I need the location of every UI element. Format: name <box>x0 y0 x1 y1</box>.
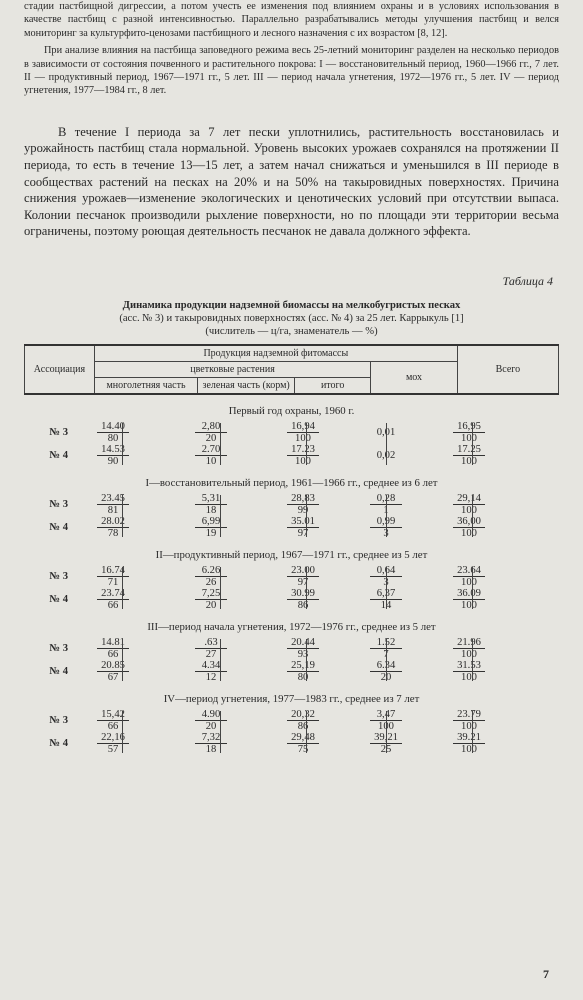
flowering-total-value <box>260 588 346 611</box>
fraction <box>453 588 485 611</box>
denominator: 7 <box>383 649 389 660</box>
denominator: 86 <box>297 600 309 611</box>
numerator: 39.21 <box>453 732 485 744</box>
denominator: 71 <box>107 577 119 588</box>
fraction <box>195 493 227 516</box>
flowering-total-value <box>260 444 346 467</box>
numerator: 29,48 <box>287 732 319 744</box>
column-rule <box>306 495 307 537</box>
column-rule <box>386 639 387 681</box>
denominator: 100 <box>461 649 477 660</box>
numerator: 35.01 <box>287 516 319 528</box>
numerator: 0,64 <box>370 565 402 577</box>
table-caption <box>24 299 559 338</box>
numerator: 36.09 <box>453 588 485 600</box>
numerator: 6.34 <box>370 660 402 672</box>
denominator: 100 <box>295 433 311 444</box>
flowering-total-value <box>260 732 346 755</box>
denominator: 100 <box>461 456 477 467</box>
denominator: 12 <box>205 672 217 683</box>
column-rule <box>306 711 307 753</box>
association-label: № 4 <box>49 666 68 677</box>
column-rule <box>472 639 473 681</box>
fraction <box>287 516 319 539</box>
fraction <box>97 516 129 539</box>
section-block <box>24 421 559 467</box>
table-row <box>24 493 559 516</box>
denominator: 100 <box>461 577 477 588</box>
denominator: 100 <box>378 721 394 732</box>
fraction <box>97 493 129 516</box>
perennial-value <box>64 421 162 444</box>
page-number: 7 <box>543 967 549 981</box>
column-rule <box>386 711 387 753</box>
perennial-value <box>64 493 162 516</box>
fraction <box>195 660 227 683</box>
denominator: 97 <box>297 577 309 588</box>
denominator: 80 <box>107 433 119 444</box>
fraction <box>195 709 227 732</box>
total-value <box>426 421 512 444</box>
total-value <box>426 516 512 539</box>
numerator: 6.26 <box>195 565 227 577</box>
fraction <box>195 732 227 755</box>
numerator: 20.44 <box>287 637 319 649</box>
fraction <box>453 516 485 539</box>
fraction <box>287 732 319 755</box>
numerator: 25,19 <box>287 660 319 672</box>
flowering-total-value <box>260 421 346 444</box>
flowering-total-value <box>260 516 346 539</box>
green-value <box>162 660 260 683</box>
main-paragraph: В течение I периода за 7 лет пески уплотнились, растительность восстановилась и урожайность пастбищ стала нормальной. Уровень высоких урожаев сохранялся на протяжении II периода, то есть в течение 13—15 лет, а затем начал снижаться и уменьшился в III периоде в сообществах растений на песках на 20% и на 50% на такыровидных поверхностях. Причина снижения урожаев—изменение экологических и ценотических условий при отсутствии выпаса. Колонии песчанок производили рыхление поверхности, но по площади эти территории весьма ограничены, поэтому роющая деятельность песчанок не давала должного эффекта. <box>24 124 559 239</box>
numerator: 22,16 <box>97 732 129 744</box>
fraction <box>195 444 227 467</box>
green-value <box>162 588 260 611</box>
table-row <box>24 732 559 755</box>
numerator: 23.45 <box>97 493 129 505</box>
header-production: Продукция надземной фитомассы <box>94 345 457 362</box>
column-rule <box>220 639 221 681</box>
perennial-value <box>64 732 162 755</box>
numerator: 28.02 <box>97 516 129 528</box>
table-caption-title: Динамика продукции надземной биомассы на мелкобугристых песках <box>122 300 461 311</box>
header-perennial: многолетняя часть <box>94 378 197 395</box>
fraction <box>453 732 485 755</box>
section-title: Первый год охраны, 1960 г. <box>228 405 355 417</box>
denominator: 19 <box>205 528 217 539</box>
denominator: 66 <box>107 649 119 660</box>
denominator: 25 <box>380 744 392 755</box>
numerator: 0,28 <box>370 493 402 505</box>
fraction <box>195 565 227 588</box>
association-label: № 3 <box>49 571 68 582</box>
numerator: 6,99 <box>195 516 227 528</box>
header-green: зеленая часть (корм) <box>198 378 295 395</box>
main-text <box>24 124 559 240</box>
moss-value: 0,01 <box>376 427 396 438</box>
section-block <box>24 565 559 611</box>
denominator: 99 <box>297 505 309 516</box>
fraction <box>195 588 227 611</box>
fraction <box>287 493 319 516</box>
intro-text <box>24 0 559 98</box>
column-rule <box>122 639 123 681</box>
denominator: 100 <box>461 528 477 539</box>
flowering-total-value <box>260 565 346 588</box>
denominator: 81 <box>107 505 119 516</box>
denominator: 100 <box>295 456 311 467</box>
green-value <box>162 421 260 444</box>
fraction <box>287 444 319 467</box>
denominator: 3 <box>383 577 389 588</box>
numerator: 1.52 <box>370 637 402 649</box>
flowering-total-value <box>260 709 346 732</box>
green-value <box>162 709 260 732</box>
fraction <box>453 660 485 683</box>
section-block <box>24 637 559 683</box>
denominator: 66 <box>107 721 119 732</box>
numerator: 6,37 <box>370 588 402 600</box>
green-value <box>162 565 260 588</box>
section-block <box>24 709 559 755</box>
denominator: 27 <box>205 649 217 660</box>
perennial-value <box>64 516 162 539</box>
total-value <box>426 444 512 467</box>
denominator: 80 <box>297 672 309 683</box>
flowering-total-value <box>260 493 346 516</box>
fraction <box>97 588 129 611</box>
section-title: I—восстановительный период, 1961—1966 гг., среднее из 6 лет <box>145 477 438 489</box>
fraction <box>287 637 319 660</box>
table-row <box>24 516 559 539</box>
numerator: 16,94 <box>287 421 319 433</box>
fraction <box>97 660 129 683</box>
column-rule <box>220 423 221 465</box>
numerator: 23.79 <box>453 709 485 721</box>
numerator: 16.74 <box>97 565 129 577</box>
fraction <box>453 444 485 467</box>
column-rule <box>220 567 221 609</box>
denominator: 90 <box>107 456 119 467</box>
perennial-value <box>64 565 162 588</box>
fraction <box>453 565 485 588</box>
green-value <box>162 444 260 467</box>
column-rule <box>386 495 387 537</box>
numerator: 4.34 <box>195 660 227 672</box>
perennial-value <box>64 637 162 660</box>
numerator: 7,32 <box>195 732 227 744</box>
denominator: 78 <box>107 528 119 539</box>
numerator: 36,00 <box>453 516 485 528</box>
denominator: 100 <box>461 505 477 516</box>
fraction <box>287 588 319 611</box>
green-value <box>162 732 260 755</box>
numerator: 3,47 <box>370 709 402 721</box>
denominator: 100 <box>461 721 477 732</box>
section-title: III—период начала угнетения, 1972—1976 гг., среднее из 5 лет <box>147 621 436 633</box>
numerator: 30.99 <box>287 588 319 600</box>
denominator: 18 <box>205 505 217 516</box>
section-title: II—продуктивный период, 1967—1971 гг., среднее из 5 лет <box>155 549 428 561</box>
header-moss: мох <box>371 362 458 395</box>
numerator: 29,14 <box>453 493 485 505</box>
fraction <box>453 709 485 732</box>
association-label: № 4 <box>49 594 68 605</box>
denominator: 20 <box>205 600 217 611</box>
column-rule <box>472 567 473 609</box>
perennial-value <box>64 588 162 611</box>
numerator: 16,95 <box>453 421 485 433</box>
numerator: 7,25 <box>195 588 227 600</box>
column-rule <box>306 567 307 609</box>
denominator: 10 <box>205 456 217 467</box>
denominator: 67 <box>107 672 119 683</box>
table-number: Таблица 4 <box>502 274 553 288</box>
denominator: 57 <box>107 744 119 755</box>
column-rule <box>306 639 307 681</box>
association-label: № 3 <box>49 643 68 654</box>
fraction <box>195 421 227 444</box>
association-label: № 4 <box>49 522 68 533</box>
numerator: 17.25 <box>453 444 485 456</box>
denominator: 93 <box>297 649 309 660</box>
numerator: 14.53 <box>97 444 129 456</box>
fraction <box>97 421 129 444</box>
association-label: № 4 <box>49 738 68 749</box>
fraction <box>453 421 485 444</box>
section-title: IV—период угнетения, 1977—1983 гг., среднее из 7 лет <box>163 693 420 705</box>
numerator: 21.96 <box>453 637 485 649</box>
denominator: 20 <box>380 672 392 683</box>
numerator: 23.00 <box>287 565 319 577</box>
table-row <box>24 709 559 732</box>
denominator: 3 <box>383 528 389 539</box>
numerator: .63 <box>195 637 227 649</box>
fraction <box>97 637 129 660</box>
numerator: 20,32 <box>287 709 319 721</box>
header-flowering: цветковые растения <box>94 362 370 378</box>
moss-value: 0,02 <box>376 450 396 461</box>
fraction <box>453 493 485 516</box>
numerator: 14.40 <box>97 421 129 433</box>
total-value <box>426 493 512 516</box>
header-association: Ассоциация <box>25 345 95 394</box>
denominator: 100 <box>461 744 477 755</box>
denominator: 18 <box>205 744 217 755</box>
perennial-value <box>64 709 162 732</box>
fraction <box>287 421 319 444</box>
total-value <box>426 709 512 732</box>
table-row <box>24 660 559 683</box>
table-body <box>24 405 559 755</box>
green-value <box>162 516 260 539</box>
numerator: 28,83 <box>287 493 319 505</box>
fraction <box>287 565 319 588</box>
denominator: 86 <box>297 721 309 732</box>
numerator: 14.81 <box>97 637 129 649</box>
fraction <box>195 637 227 660</box>
column-rule <box>306 423 307 465</box>
fraction <box>97 709 129 732</box>
total-value <box>426 732 512 755</box>
numerator: 23.74 <box>97 588 129 600</box>
total-value <box>426 588 512 611</box>
denominator: 14 <box>380 600 392 611</box>
numerator: 17.23 <box>287 444 319 456</box>
denominator: 97 <box>297 528 309 539</box>
column-rule <box>472 495 473 537</box>
green-value <box>162 637 260 660</box>
column-rule <box>220 495 221 537</box>
numerator: 2,80 <box>195 421 227 433</box>
denominator: 100 <box>461 600 477 611</box>
denominator: 100 <box>461 433 477 444</box>
association-label: № 3 <box>49 427 68 438</box>
numerator: 0,99 <box>370 516 402 528</box>
denominator: 66 <box>107 600 119 611</box>
green-value <box>162 493 260 516</box>
table-caption-units: (числитель — ц/га, знаменатель — %) <box>205 326 378 337</box>
perennial-value <box>64 660 162 683</box>
table-row <box>24 565 559 588</box>
denominator: 100 <box>461 672 477 683</box>
intro-paragraph-2: При анализе влияния на пастбища заповедного режима весь 25-летний мониторинг разделен на несколько периодов в зависимости от состояния почвенного и растительного покрова: I — восстановительный период, 1960—1966 гг., 7 лет. II — продуктивный период, 1967—1971 гг., 5 лет. III — период начала угнетения, 1972—1976 гг., 5 лет. IV — период угнетения, 1977—1984 гг., 8 лет. <box>24 45 559 97</box>
column-rule <box>122 423 123 465</box>
total-value <box>426 660 512 683</box>
numerator: 15,42 <box>97 709 129 721</box>
perennial-value <box>64 444 162 467</box>
table-row <box>24 421 559 444</box>
fraction <box>97 565 129 588</box>
fraction <box>195 516 227 539</box>
table-caption-subtitle: (асс. № 3) и такыровидных поверхностях (асс. № 4) за 25 лет. Каррыкуль [1] <box>119 313 464 324</box>
column-rule <box>122 567 123 609</box>
header-total-flowering: итого <box>295 378 371 395</box>
table-row <box>24 588 559 611</box>
table-row <box>24 444 559 467</box>
fraction <box>287 709 319 732</box>
total-value <box>426 565 512 588</box>
numerator: 4.90 <box>195 709 227 721</box>
association-label: № 3 <box>49 499 68 510</box>
column-rule <box>472 423 473 465</box>
denominator: 75 <box>297 744 309 755</box>
flowering-total-value <box>260 660 346 683</box>
column-rule <box>122 711 123 753</box>
numerator: 2.70 <box>195 444 227 456</box>
column-rule <box>220 711 221 753</box>
numerator: 31.53 <box>453 660 485 672</box>
fraction <box>453 637 485 660</box>
numerator: 20.85 <box>97 660 129 672</box>
numerator: 5,31 <box>195 493 227 505</box>
column-rule <box>122 495 123 537</box>
column-rule <box>472 711 473 753</box>
header-total: Всего <box>457 345 558 394</box>
column-rule <box>386 567 387 609</box>
fraction <box>97 732 129 755</box>
flowering-total-value <box>260 637 346 660</box>
table-header <box>24 344 559 395</box>
denominator: 20 <box>205 433 217 444</box>
total-value <box>426 637 512 660</box>
numerator: 39,21 <box>370 732 402 744</box>
section-block <box>24 493 559 539</box>
intro-paragraph-1: стадии пастбищной дигрессии, а потом учесть ее изменения под влиянием охраны и в условиях использования в качестве пастбищ с разной интенсивностью. Параллельно разрабатывались методы улучшения пастбищ и велся мониторинг за культурфито-ценозами пастбищного и лесного назначения с их возрастом [8, 12]. <box>24 1 559 39</box>
fraction <box>97 444 129 467</box>
association-label: № 4 <box>49 450 68 461</box>
denominator: 26 <box>205 577 217 588</box>
denominator: 1 <box>383 505 389 516</box>
association-label: № 3 <box>49 715 68 726</box>
denominator: 20 <box>205 721 217 732</box>
fraction <box>287 660 319 683</box>
numerator: 23.64 <box>453 565 485 577</box>
table-row <box>24 637 559 660</box>
column-rule <box>386 423 387 465</box>
